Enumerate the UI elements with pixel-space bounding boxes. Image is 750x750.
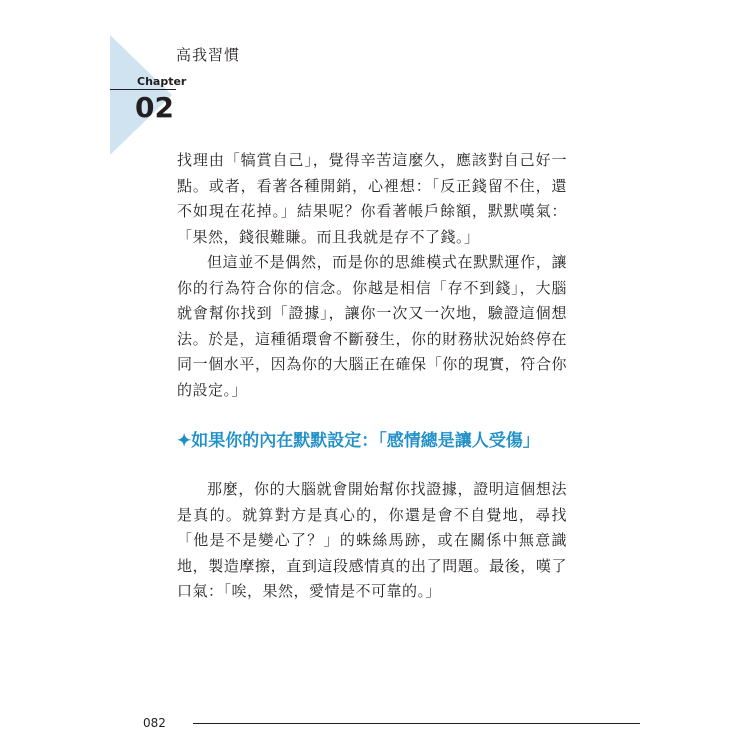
paragraph-2: 但這並不是偶然，而是你的思維模式在默默運作，讓你的行為符合你的信念。你越是相信「存不到錢」，大腦就會幫你找到「證據」，讓你一次又一次地，驗證這個想法。於是，這種循環會不斷發生，你的財務狀況始終停在同一個水平，因為你的大腦正在確保「你的現實，符合你的設定。」 (177, 253, 567, 399)
chapter-number: 02 (135, 91, 174, 124)
body-text-block-2 (177, 477, 567, 605)
section-heading: ✦如果你的內在默默設定：「感情總是讓人受傷」 (177, 431, 540, 451)
paragraph-3: 那麼，你的大腦就會開始幫你找證據，證明這個想法是真的。就算對方是真心的，你還是會不自覺地，尋找「他是不是變心了？」的蛛絲馬跡，或在關係中無意識地，製造摩擦，直到這段感情真的出了問題。最後，嘆了口氣：「唉，果然，愛情是不可靠的。」 (177, 480, 567, 600)
chapter-divider (110, 89, 176, 90)
footer-rule (193, 723, 640, 724)
paragraph-1: 找理由「犒賞自己」，覺得辛苦這麼久，應該對自己好一點。或者，看著各種開銷，心裡想：「反正錢留不住，還不如現在花掉。」結果呢？你看著帳戶餘額，默默嘆氣：「果然，錢很難賺。而且我就是存不了錢。」 (177, 151, 567, 246)
chapter-label: Chapter (137, 75, 187, 88)
running-head-title: 高我習慣 (176, 46, 241, 64)
body-text-block-1 (177, 148, 567, 403)
page-number: 082 (143, 716, 166, 730)
